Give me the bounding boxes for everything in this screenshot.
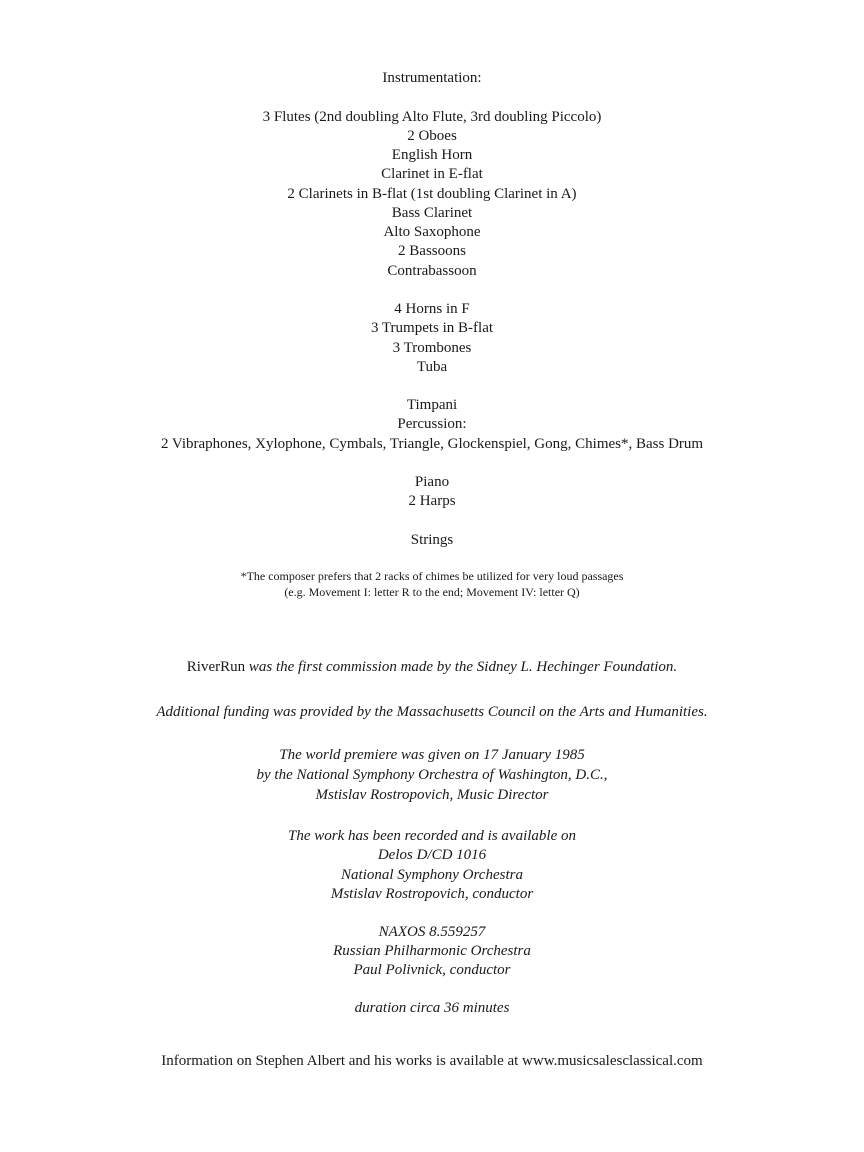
- recording-line: Mstislav Rostropovich, conductor: [330, 886, 534, 902]
- instrument-line: Timpani: [406, 397, 458, 413]
- instrument-line: 2 Vibraphones, Xylophone, Cymbals, Triangle, Glockenspiel, Gong, Chimes*, Bass Drum: [160, 436, 704, 452]
- premiere-line: The world premiere was given on 17 January 1985: [279, 747, 585, 763]
- premiere-line: Mstislav Rostropovich, Music Director: [315, 787, 549, 803]
- recording-line: National Symphony Orchestra: [341, 867, 523, 883]
- instrument-line: 2 Bassoons: [398, 243, 466, 259]
- instrument-line: 3 Trombones: [392, 340, 472, 356]
- footnote-line: (e.g. Movement I: letter R to the end; Movement IV: letter Q): [284, 585, 580, 599]
- instrumentation-heading: Instrumentation:: [382, 70, 482, 86]
- work-title: RiverRun: [186, 659, 246, 675]
- instrument-line: 2 Oboes: [407, 128, 457, 144]
- instrument-line: Clarinet in E-flat: [381, 166, 483, 182]
- publisher-info: Information on Stephen Albert and his works is available at www.musicsalesclassical.com: [161, 1053, 703, 1069]
- instrument-line: Tuba: [416, 359, 448, 375]
- recording-line: NAXOS 8.559257: [378, 924, 486, 940]
- instrument-line: Piano: [414, 474, 450, 490]
- instrument-line: English Horn: [391, 147, 473, 163]
- recording-line: The work has been recorded and is available on: [287, 828, 576, 844]
- recording-line: Paul Polivnick, conductor: [353, 962, 511, 978]
- instrument-line: 3 Trumpets in B-flat: [370, 320, 494, 336]
- premiere-line: by the National Symphony Orchestra of Washington, D.C.,: [256, 767, 608, 783]
- recording-line: Delos D/CD 1016: [377, 847, 487, 863]
- instrument-line: 2 Harps: [408, 493, 456, 509]
- commission-note: [0, 658, 864, 677]
- instrument-line: 4 Horns in F: [394, 301, 470, 317]
- instrument-line: Bass Clarinet: [391, 205, 473, 221]
- instrument-line: Percussion:: [397, 416, 467, 432]
- instrument-line: Alto Saxophone: [383, 224, 481, 240]
- recording-line: Russian Philharmonic Orchestra: [333, 943, 531, 959]
- footnote-line: *The composer prefers that 2 racks of chimes be utilized for very loud passages: [240, 569, 624, 583]
- commission-text: was the first commission made by the Sidney L. Hechinger Foundation.: [245, 659, 678, 675]
- instrument-line: 2 Clarinets in B-flat (1st doubling Clarinet in A): [287, 186, 577, 202]
- duration-note: duration circa 36 minutes: [354, 1000, 510, 1016]
- instrument-line: 3 Flutes (2nd doubling Alto Flute, 3rd doubling Piccolo): [262, 109, 602, 125]
- funding-note: Additional funding was provided by the Massachusetts Council on the Arts and Humanities.: [156, 704, 708, 720]
- instrument-line: Contrabassoon: [387, 263, 477, 279]
- instrument-line: Strings: [410, 532, 454, 548]
